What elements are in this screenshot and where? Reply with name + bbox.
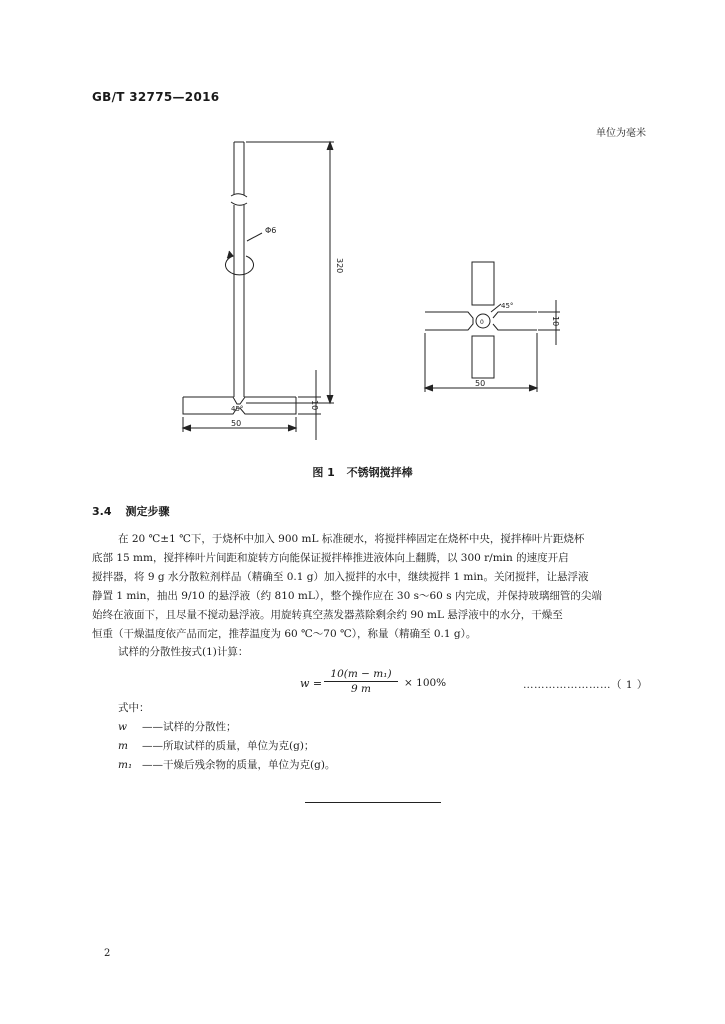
variable-symbol: m₁ [118,759,133,771]
cross-blade-right [493,312,537,330]
paragraph-line: 始终在液面下，且尽量不搅动悬浮液。用旋转真空蒸发器蒸除剩余约 90 mL 悬浮液中的水分，干燥至 [92,609,563,621]
dim-height-label: 10 [310,400,319,411]
formula-fraction [324,668,398,695]
section-title: 测定步骤 [125,505,170,518]
paragraph-line: 恒重（干燥温度依产品而定，推荐温度为 60 ℃～70 ℃），称量（精确至 0.1 g）。 [92,628,477,640]
dim-length-label: 320 [335,258,344,274]
paragraph-line: 静置 1 min，抽出 9/10 的悬浮液（约 810 mL），整个操作应在 30 s～60 s 内完成，并保持玻璃细管的尖端 [92,590,602,602]
rotation-arrow [225,256,253,275]
variable-row [118,756,335,775]
dim-angle-label: 45° [231,405,244,413]
variable-desc: ——所取试样的质量，单位为克(g)； [142,740,315,752]
rod-break [231,194,247,206]
variable-row [118,718,335,737]
formula-rhs: × 100% [404,677,447,689]
cross-blade-top [472,262,494,305]
paragraph-line: 搅拌器，将 9 g 水分散粒剂样品（精确至 0.1 g）加入搅拌的水中，继续搅拌 1 min。关闭搅拌，让悬浮液 [92,571,589,583]
cross-blade-bottom [472,336,494,378]
figure-title: 不锈钢搅拌棒 [346,466,413,479]
cross-height-label: 10 [551,316,560,327]
paragraph-line: 底部 15 mm，搅拌棒叶片间距和旋转方向能保证搅拌棒推进液体向上翻腾，以 300 r/min 的速度开启 [92,552,569,564]
variable-row [118,737,335,756]
procedure-paragraph [92,530,652,644]
dim-width-label: 50 [231,419,242,428]
cross-width-label: 50 [475,379,486,388]
figure-caption [0,464,725,480]
variable-desc: ——干燥后残余物的质量，单位为克(g)。 [142,759,336,771]
rod-shaft-upper [234,142,244,195]
cross-blade-left [425,312,473,330]
formula-lhs: w = [300,677,323,690]
variable-symbol: m [118,740,128,752]
unit-note: 单位为毫米 [596,128,646,139]
variable-desc: ——试样的分散性； [142,721,237,733]
formula-lead: 试样的分散性按式(1)计算： [118,646,249,658]
end-rule [305,802,441,803]
formula-numerator: 10(m − m₁) [324,668,398,682]
rod-shaft-lower [234,205,244,397]
cross-center-label: 0 [480,319,484,326]
variable-list [118,718,335,775]
standard-code: GB/T 32775—2016 [92,90,220,104]
figure-number: 图 1 [312,466,335,479]
formula-denominator: 9 m [351,683,371,695]
page-number: 2 [104,948,111,959]
dim-diameter-label: Φ6 [265,226,277,235]
cross-angle-label: 45° [501,302,514,310]
paragraph-line: 在 20 ℃±1 ℃下，于烧杯中加入 900 mL 标准硬水，将搅拌棒固定在烧杯中央，搅拌棒叶片距烧杯 [118,533,585,545]
variable-symbol: w [118,721,127,733]
dim-length-line [246,142,334,403]
where-label: 式中： [118,702,150,714]
equation-number: ……………………（ 1 ） [523,679,648,691]
section-heading [92,503,184,519]
formula [300,668,460,702]
section-number: 3.4 [92,505,112,518]
diameter-leader [247,233,262,241]
